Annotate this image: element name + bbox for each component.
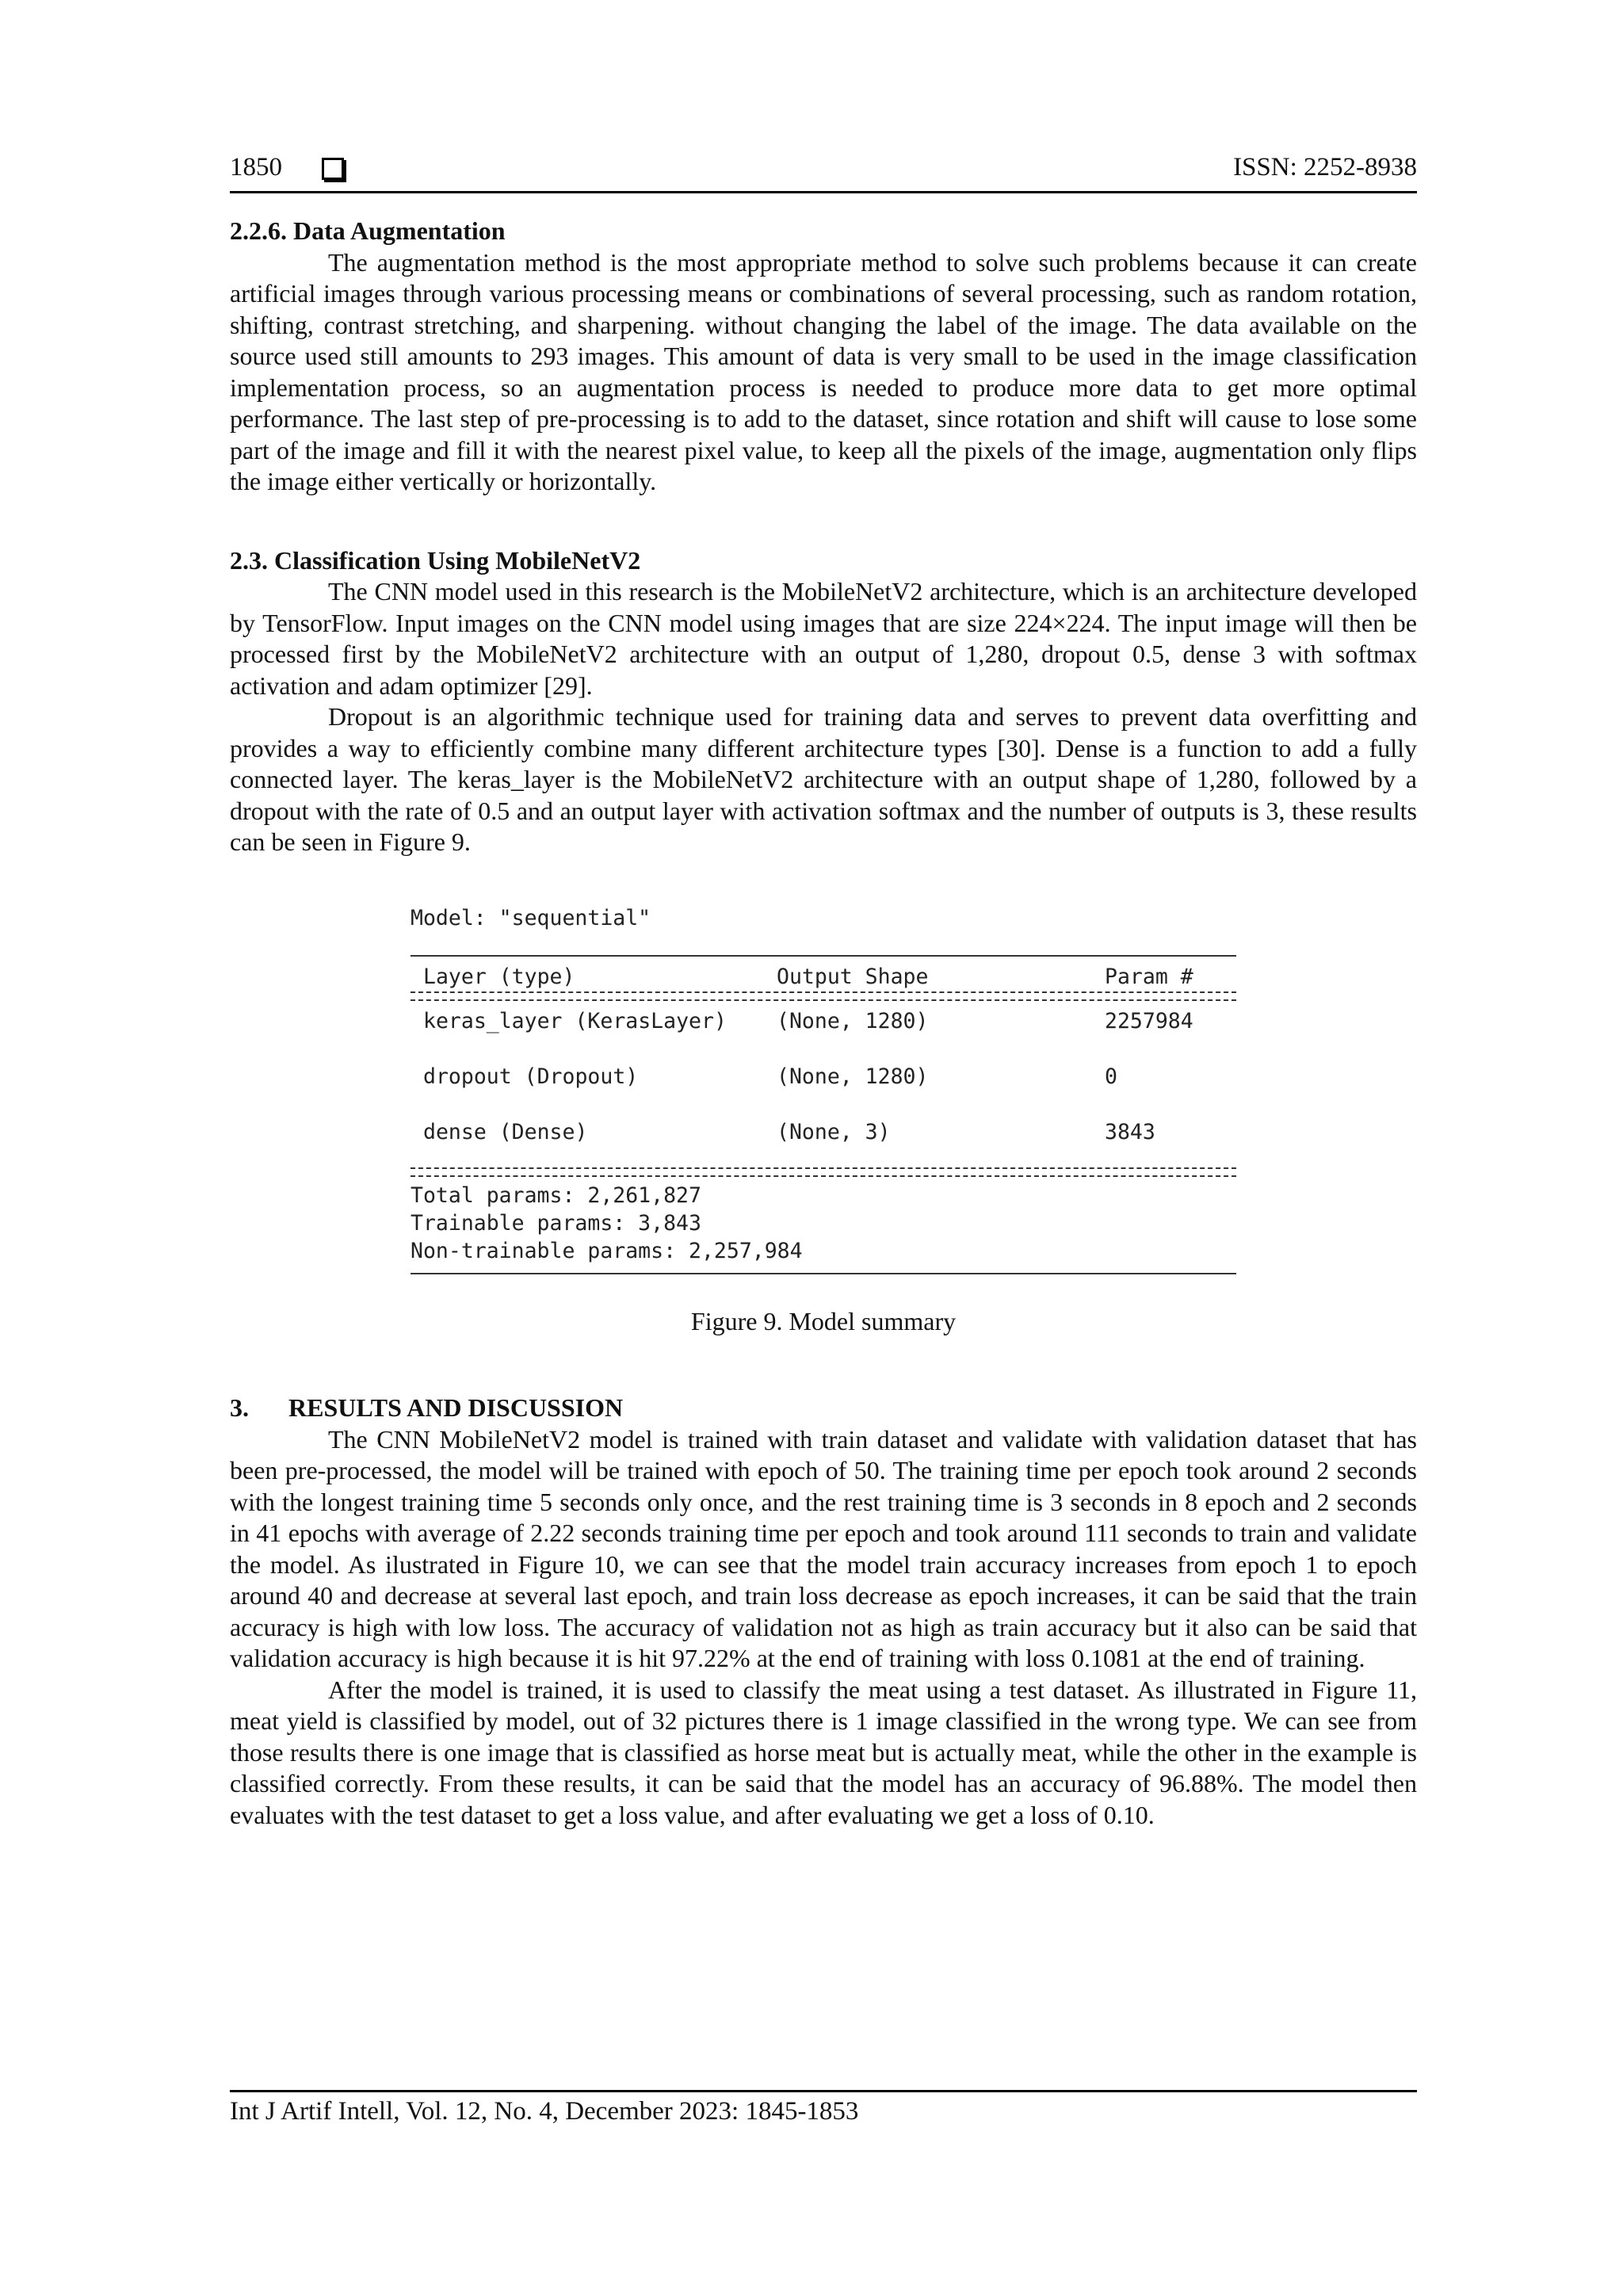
page-footer (230, 2090, 1417, 2126)
paragraph-data-augmentation: The augmentation method is the most appropriate method to solve such problems because it can create artificial images through various processing means or combinations of several processing, such as random rotation, shifting, contrast stretching, and sharpening. without changing the label of the image. The data available on the source used still amounts to 293 images. This amount of data is very small to be used in the image classification implementation process, so an augmentation process is needed to produce more data to get more optimal performance. The last step of pre-processing is to add to the dataset, since rotation and shift will cause to lose some part of the image and fill it with the nearest pixel value, to keep all the pixels of the image, augmentation only flips the image either vertically or horizontally. (230, 247, 1417, 495)
layer-params: 2257984 (1105, 1008, 1193, 1033)
layer-name: keras_layer (KerasLayer) (423, 1008, 727, 1033)
non-trainable-params: Non-trainable params: 2,257,984 (411, 1238, 803, 1263)
figure-model-summary (411, 904, 1236, 1338)
layer-output-shape: (None, 1280) (777, 1064, 929, 1089)
column-header-params: Param # (1105, 964, 1193, 989)
table-double-rule (411, 991, 1236, 1001)
page-header (230, 153, 1417, 193)
table-double-rule (411, 1167, 1236, 1177)
paragraph-classification-2: Dropout is an algorithmic technique used for training data and serves to prevent data overfitting and provides a way to efficiently combine many different architecture types [30]. Dense is a function to add a fully connected layer. The keras_layer is the MobileNetV2 architecture with an output shape of 1,280, followed by a dropout with the rate of 0.5 and an output layer with activation softmax and the number of outputs is 3, these results can be seen in Figure 9. (230, 702, 1417, 856)
section-title: RESULTS AND DISCUSSION (288, 1393, 624, 1422)
layer-name: dropout (Dropout) (423, 1064, 639, 1089)
paragraph-results-2: After the model is trained, it is used to classify the meat using a test dataset. As illustrated in Figure 11, meat yield is classified by model, out of 32 pictures there is 1 image classified in the wrong type. We can see from those results there is one image that is classified as horse meat but is actually meat, while the other in the example is classified correctly. From these results, it can be said that the model has an accuracy of 96.88%. The model then evaluates with the test dataset to get a loss value, and after evaluating we get a loss of 0.10. (230, 1675, 1417, 1829)
section-heading-data-augmentation: 2.2.6. Data Augmentation (230, 216, 506, 245)
model-title: Model: "sequential" (411, 905, 651, 930)
trainable-params: Trainable params: 3,843 (411, 1210, 701, 1236)
figure-caption: Figure 9. Model summary (690, 1306, 957, 1335)
layer-name: dense (Dense) (423, 1119, 588, 1144)
table-row (411, 1112, 1236, 1167)
param-totals (411, 1177, 1236, 1273)
section-heading-results (230, 1392, 1417, 1424)
layer-params: 3843 (1105, 1119, 1155, 1144)
section-heading-classification: 2.3. Classification Using MobileNetV2 (230, 545, 641, 575)
body-content (230, 216, 1417, 1831)
layer-output-shape: (None, 1280) (777, 1008, 929, 1033)
paragraph-classification-1: The CNN model used in this research is the MobileNetV2 architecture, which is an architecture developed by TensorFlow. Input images on the CNN model using images that are size 224×224. The input image will then be processed first by the MobileNetV2 architecture with an output of 1,280, dropout 0.5, dense 3 with softmax activation and adam optimizer [29]. (230, 577, 1417, 700)
layer-params: 0 (1105, 1064, 1117, 1089)
table-header-row (411, 957, 1236, 991)
page-number: 1850 (230, 153, 282, 181)
paragraph-results-1: The CNN MobileNetV2 model is trained with train dataset and validate with validation dataset that has been pre-processed, the model will be trained with epoch of 50. The training time per epoch took around 2 seconds with the longest training time 5 seconds only once, and the rest training time is 3 seconds in 8 epoch and 2 seconds in 41 epochs with average of 2.22 seconds training time per epoch and took around 111 seconds to train and validate the model. As ilustrated in Figure 10, we can see that the model train accuracy increases from epoch 1 to epoch around 40 and decrease at several last epoch, and train loss decrease as epoch increases, it can be said that the train accuracy is high with low loss. The accuracy of validation not as high as train accuracy but it also can be said that validation accuracy is high because it is hit 97.22% at the end of training with loss 0.1081 at the end of training. (230, 1424, 1417, 1672)
column-header-layer: Layer (type) (423, 964, 575, 989)
journal-citation: Int J Artif Intell, Vol. 12, No. 4, December 2023: 1845-1853 (230, 2097, 859, 2126)
table-row (411, 1056, 1236, 1112)
column-header-output-shape: Output Shape (777, 964, 929, 989)
issn-label: ISSN: 2252-8938 (1233, 153, 1417, 181)
table-bottom-rule (411, 1273, 1236, 1274)
table-row (411, 1001, 1236, 1056)
layer-output-shape: (None, 3) (777, 1119, 891, 1144)
checkbox-square-icon (322, 158, 344, 180)
total-params: Total params: 2,261,827 (411, 1182, 701, 1208)
section-number: 3. (230, 1393, 249, 1422)
